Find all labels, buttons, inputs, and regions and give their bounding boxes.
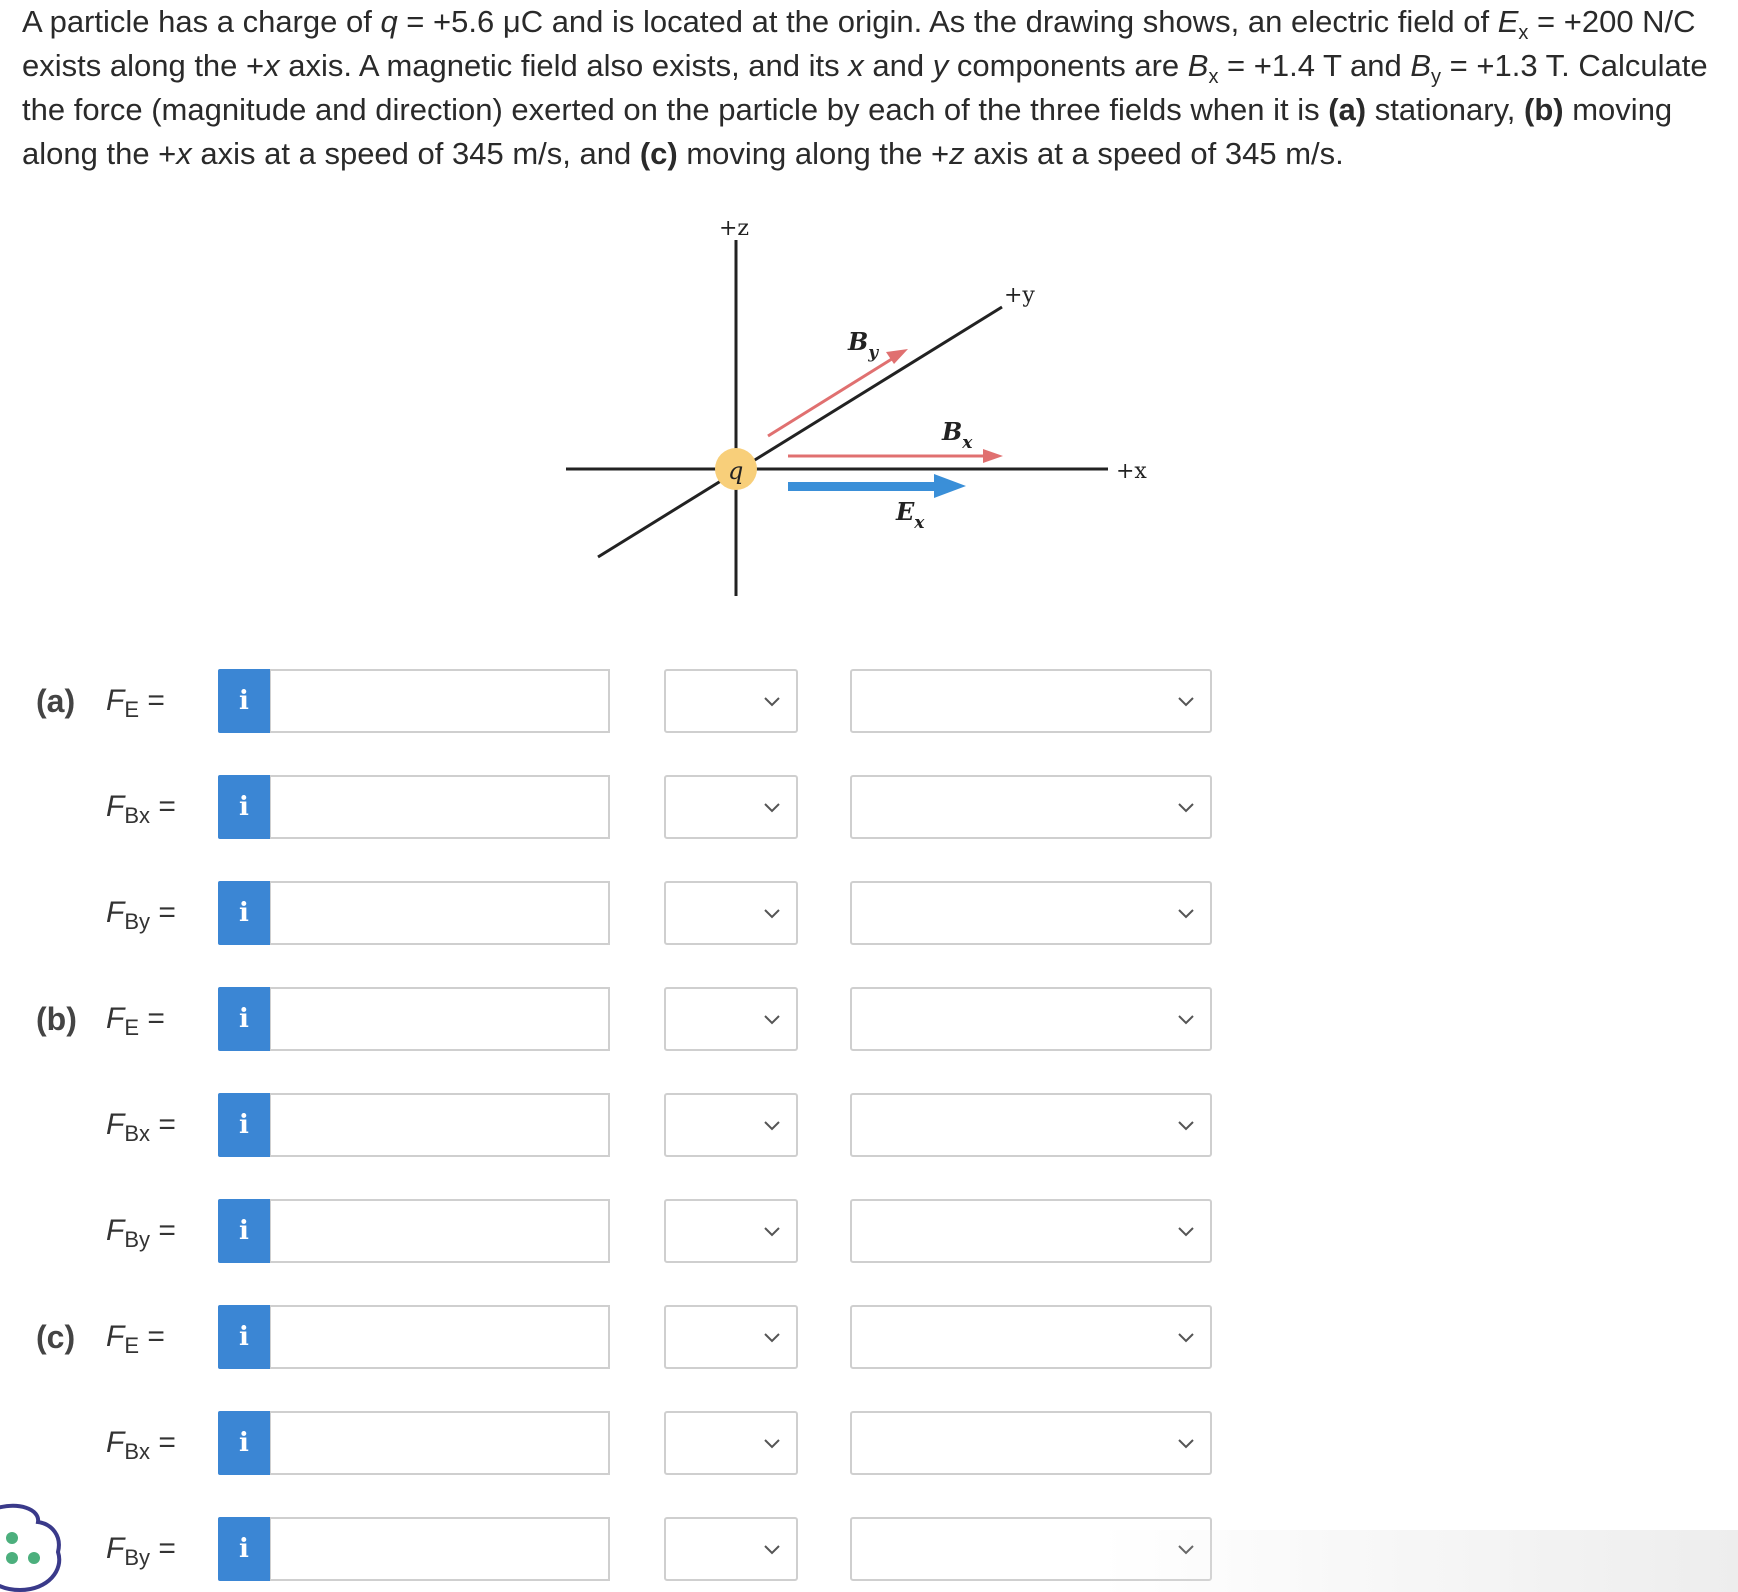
chevron-down-icon bbox=[1174, 795, 1198, 819]
problem-text: (b) bbox=[1524, 92, 1564, 127]
direction-select[interactable] bbox=[850, 1517, 1212, 1581]
direction-select[interactable] bbox=[850, 881, 1212, 945]
force-value-input[interactable] bbox=[270, 1199, 610, 1263]
force-value-input[interactable] bbox=[270, 987, 610, 1051]
problem-text: axis at a speed of 345 m/s. bbox=[964, 136, 1344, 171]
force-label: $F_{Bx}$ = bbox=[106, 1108, 176, 1146]
direction-select[interactable] bbox=[850, 1411, 1212, 1475]
info-icon[interactable]: i bbox=[218, 1199, 270, 1263]
chevron-down-icon bbox=[760, 1431, 784, 1455]
info-icon[interactable]: i bbox=[218, 775, 270, 839]
chevron-down-icon bbox=[760, 1113, 784, 1137]
force-value-input[interactable] bbox=[270, 775, 610, 839]
chevron-down-icon bbox=[760, 689, 784, 713]
force-value-input[interactable] bbox=[270, 1305, 610, 1369]
info-icon[interactable]: i bbox=[218, 669, 270, 733]
chevron-down-icon bbox=[1174, 1431, 1198, 1455]
force-label: $F_{Bx}$ = bbox=[106, 1426, 176, 1464]
y-axis-label: +y bbox=[1004, 283, 1035, 308]
cookie-icon[interactable] bbox=[0, 1500, 72, 1592]
chevron-down-icon bbox=[1174, 689, 1198, 713]
x-axis-label: +x bbox=[1116, 459, 1147, 484]
field-diagram bbox=[0, 0, 1738, 620]
info-icon[interactable]: i bbox=[218, 987, 270, 1051]
problem-text: E bbox=[1497, 4, 1519, 39]
problem-text: B bbox=[1187, 48, 1209, 83]
chevron-down-icon bbox=[760, 901, 784, 925]
by-arrow bbox=[768, 349, 908, 436]
direction-select[interactable] bbox=[850, 1199, 1212, 1263]
problem-text: B bbox=[1410, 48, 1432, 83]
units-select[interactable] bbox=[664, 1199, 798, 1263]
problem-text: x bbox=[1208, 66, 1219, 89]
problem-text: moving along the + bbox=[677, 136, 950, 171]
chevron-down-icon bbox=[1174, 901, 1198, 925]
problem-text: axis at a speed of 345 m/s, and bbox=[191, 136, 640, 171]
force-value-input[interactable] bbox=[270, 1411, 610, 1475]
units-select[interactable] bbox=[664, 1411, 798, 1475]
chevron-down-icon bbox=[1174, 1325, 1198, 1349]
problem-text: A particle has a charge of bbox=[22, 4, 381, 39]
chevron-down-icon bbox=[1174, 1113, 1198, 1137]
problem-text: y bbox=[932, 48, 949, 83]
chevron-down-icon bbox=[760, 795, 784, 819]
info-icon[interactable]: i bbox=[218, 1305, 270, 1369]
ex-label: $E_x$ bbox=[896, 497, 925, 533]
chevron-down-icon bbox=[760, 1219, 784, 1243]
by-label: $B_y$ bbox=[848, 327, 879, 363]
problem-text: x bbox=[1518, 22, 1529, 45]
chevron-down-icon bbox=[1174, 1007, 1198, 1031]
problem-text: q bbox=[380, 4, 398, 39]
problem-text: = +200 N/C exists along the + bbox=[22, 4, 1696, 83]
units-select[interactable] bbox=[664, 1517, 798, 1581]
direction-select[interactable] bbox=[850, 1305, 1212, 1369]
force-value-input[interactable] bbox=[270, 669, 610, 733]
problem-text: and bbox=[863, 48, 933, 83]
problem-text: axis. A magnetic field also exists, and its bbox=[279, 48, 849, 83]
direction-select[interactable] bbox=[850, 669, 1212, 733]
units-select[interactable] bbox=[664, 1093, 798, 1157]
chevron-down-icon bbox=[760, 1325, 784, 1349]
force-label: $F_{By}$ = bbox=[106, 1532, 176, 1570]
force-label: $F_E$ = bbox=[106, 1002, 165, 1040]
force-label: $F_{By}$ = bbox=[106, 1214, 176, 1252]
part-label: (a) bbox=[36, 683, 76, 719]
problem-text: stationary, bbox=[1366, 92, 1525, 127]
chevron-down-icon bbox=[760, 1537, 784, 1561]
problem-text: x bbox=[176, 136, 192, 171]
info-icon[interactable]: i bbox=[218, 1093, 270, 1157]
z-axis-label: +z bbox=[719, 216, 750, 241]
problem-text: y bbox=[1431, 66, 1442, 89]
problem-text: = +1.3 T. Calculate the force (magnitude and direction) exerted on the particle by each of the three fields when it is bbox=[22, 48, 1708, 127]
force-value-input[interactable] bbox=[270, 881, 610, 945]
chevron-down-icon bbox=[760, 1007, 784, 1031]
units-select[interactable] bbox=[664, 669, 798, 733]
chevron-down-icon bbox=[1174, 1537, 1198, 1561]
force-label: $F_E$ = bbox=[106, 1320, 165, 1358]
force-value-input[interactable] bbox=[270, 1093, 610, 1157]
info-icon[interactable]: i bbox=[218, 1517, 270, 1581]
force-label: $F_E$ = bbox=[106, 684, 165, 722]
charge-label: q bbox=[728, 457, 744, 485]
direction-select[interactable] bbox=[850, 775, 1212, 839]
problem-text: z bbox=[949, 136, 965, 171]
part-label: (b) bbox=[36, 1001, 77, 1037]
force-label: $F_{Bx}$ = bbox=[106, 790, 176, 828]
ex-arrow bbox=[788, 474, 966, 498]
problem-text: = +1.4 T and bbox=[1218, 48, 1411, 83]
info-icon[interactable]: i bbox=[218, 881, 270, 945]
problem-text: x bbox=[264, 48, 280, 83]
problem-text: (a) bbox=[1328, 92, 1367, 127]
problem-text: moving along the + bbox=[22, 92, 1673, 171]
problem-text: components are bbox=[948, 48, 1188, 83]
direction-select[interactable] bbox=[850, 987, 1212, 1051]
units-select[interactable] bbox=[664, 987, 798, 1051]
part-label: (c) bbox=[36, 1319, 76, 1355]
units-select[interactable] bbox=[664, 881, 798, 945]
chevron-down-icon bbox=[1174, 1219, 1198, 1243]
info-icon[interactable]: i bbox=[218, 1411, 270, 1475]
units-select[interactable] bbox=[664, 775, 798, 839]
direction-select[interactable] bbox=[850, 1093, 1212, 1157]
problem-text: x bbox=[848, 48, 864, 83]
force-label: $F_{By}$ = bbox=[106, 896, 176, 934]
bx-label: $B_x$ bbox=[942, 417, 973, 453]
problem-text: (c) bbox=[639, 136, 678, 171]
problem-text: = +5.6 μC and is located at the origin. As the drawing shows, an electric field of bbox=[397, 4, 1498, 39]
force-value-input[interactable] bbox=[270, 1517, 610, 1581]
units-select[interactable] bbox=[664, 1305, 798, 1369]
